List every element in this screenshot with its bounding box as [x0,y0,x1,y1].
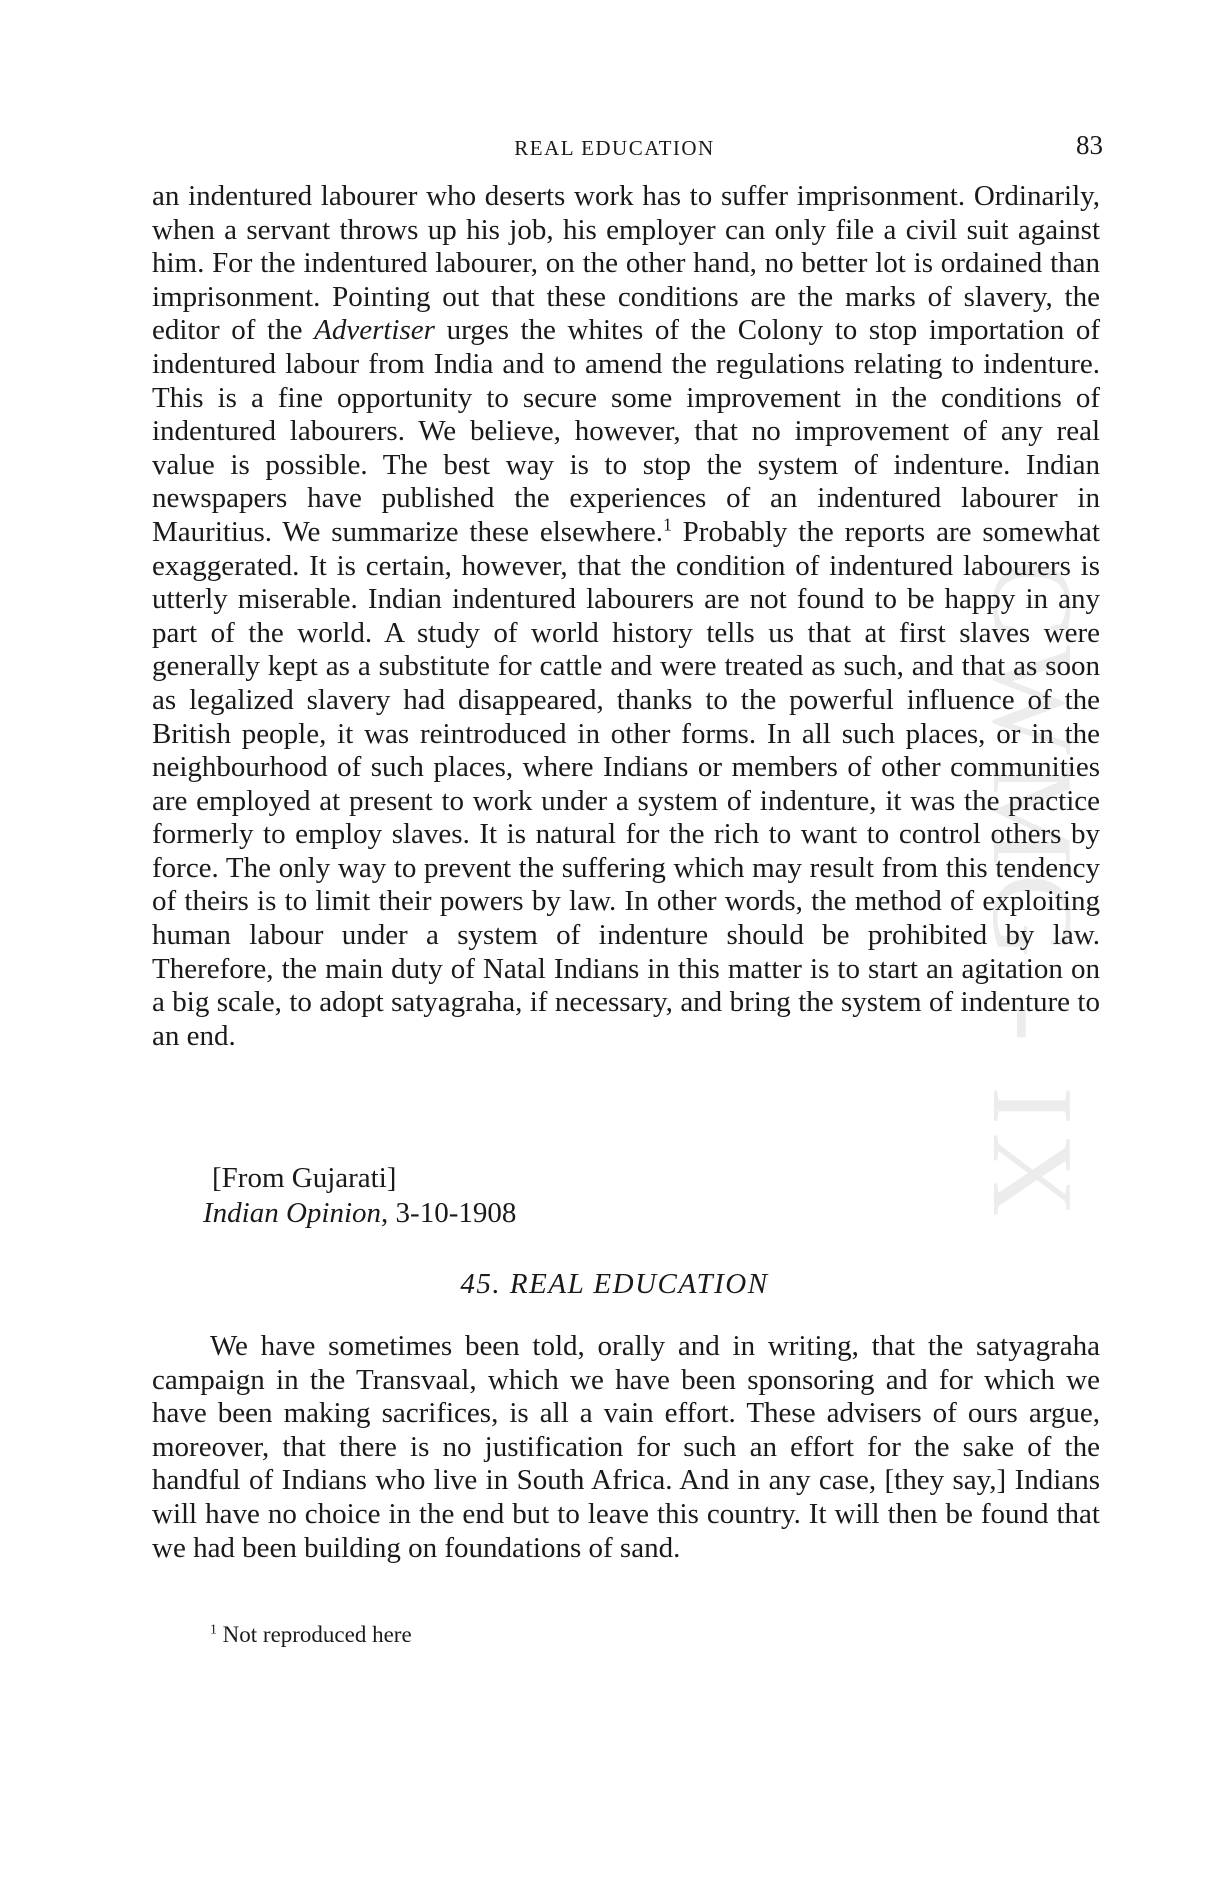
article-heading: 45. REAL EDUCATION [460,1268,769,1300]
source-citation [203,1197,516,1230]
collection-watermark: CWMG - IX [968,560,1096,1225]
footnote-text: Not reproduced here [216,1622,412,1647]
footnote [210,1622,412,1648]
source-date: , 3-10-1908 [381,1197,517,1229]
source-language-note: [From Gujarati] [212,1162,397,1194]
paragraph-text: Probably the reports are somewhat exaggerated. It is certain, however, that the condition of indentured labourers is utterly miserable. Indian indentured labourers are not found to be happy in any part of the world. A study of world history tells us that at first slaves were generally kept as a substitute for cattle and were treated as such, and that as soon as legalized slavery had disappeared, thanks to the powerful influence of the British people, it was reintroduced in other forms. In all such places, or in the neighbourhood of such places, where Indians or members of other communities are employed at present to work under a system of indenture, it was the practice formerly to employ slaves. It is natural for the rich to want to control others by force. The only way to prevent the suffering which may result from this tendency of theirs is to limit their powers by law. In other words, the method of exploiting human labour under a system of indenture should be prohibited by law. Therefore, the main duty of Natal Indians in this matter is to start an agitation on a big scale, to adopt satyagraha, if necessary, and bring the system of indenture to an end. [152,515,1100,1052]
body-paragraph-2 [152,1330,1100,1565]
body-paragraph-1 [152,180,1100,1053]
paragraph-text: urges the whites of the Colony to stop importation of indentured labour from India and to amend the regulations relating to indenture. This is a fine opportunity to secure some improvement in the conditions of indentured labourers. We believe, however, that no improvement of any real value is possible. The best way is to stop the system of indenture. Indian newspapers have published the experiences of an indentured labourer in Mauritius. We summarize these elsewhere. [152,314,1101,548]
publication-name: Advertiser [314,314,435,347]
paragraph-text: We have sometimes been told, orally and in writing, that the satyagraha campaign in the Transvaal, which we have been sponsoring and for which we have been making sacrifices, is all a vain effort. These advisers of ours argue, moreover, that there is no justification for such an effort for the sake of the handful of Indians who live in South Africa. And in any case, [they say,] Indians will have no choice in the end but to leave this country. It will then be found that we had been building on foundations of sand. [152,1330,1100,1564]
footnote-marker: 1 [210,1621,217,1637]
source-publication: Indian Opinion [203,1197,382,1229]
page-number: 83 [1076,130,1103,160]
paragraph-text: an indentured labourer who deserts work has to suffer imprisonment. Ordinarily, when a servant throws up his job, his employer can only file a civil suit against him. For the indentured labourer, on the other hand, no better lot is ordained than imprisonment. Pointing out that these conditions are the marks of slavery, the editor of the [152,180,1100,347]
running-title: REAL EDUCATION [514,136,715,160]
footnote-reference: 1 [663,514,672,535]
